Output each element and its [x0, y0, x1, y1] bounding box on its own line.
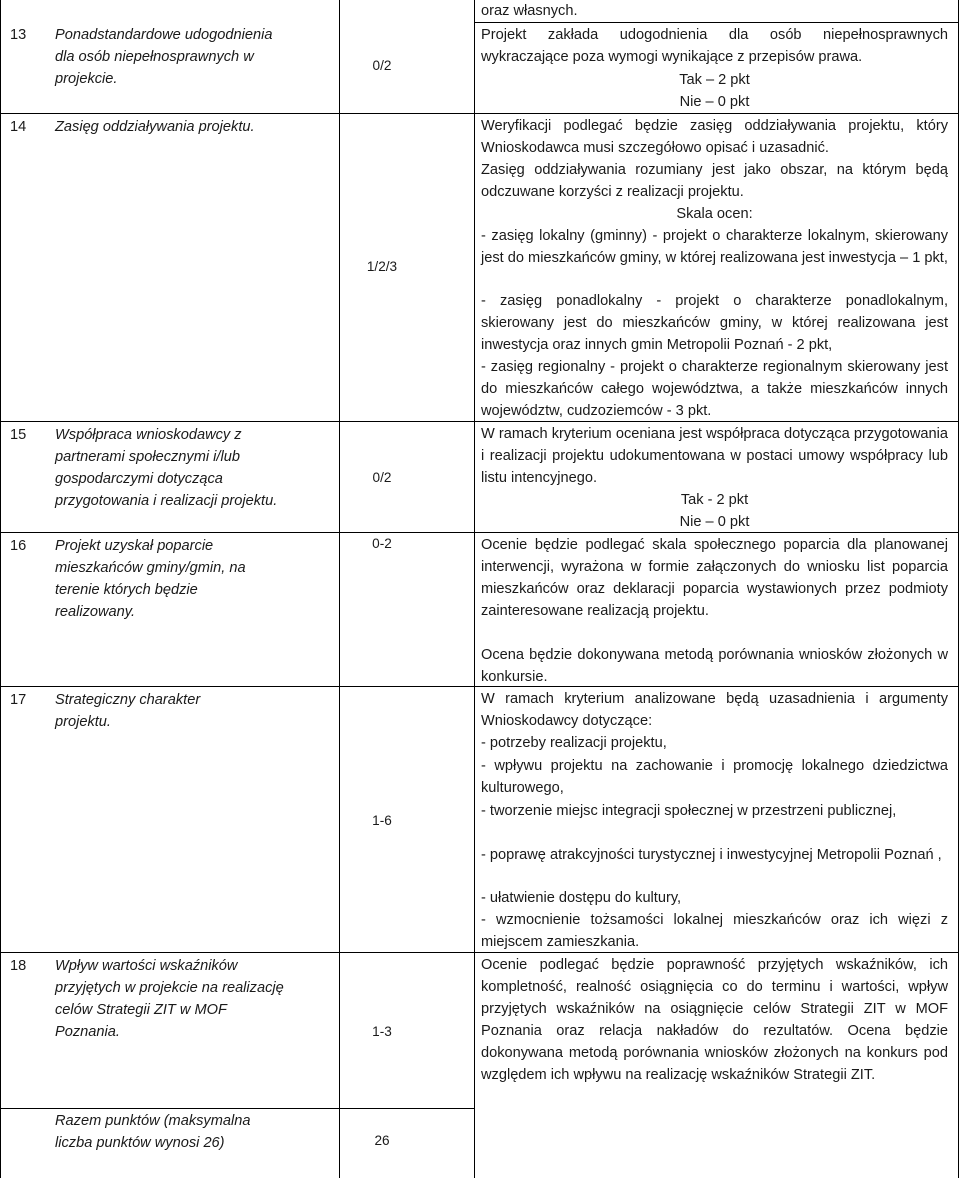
total-label: Razem punktów (maksymalna liczba punktów wynosi 26) — [55, 1113, 251, 1151]
row-13-nie-text: Nie – 0 pkt — [679, 94, 750, 110]
row-13-number: 13 — [10, 27, 27, 43]
total-score: 26 — [374, 1133, 390, 1148]
row-17-item-5: - ułatwienie dostępu do kultury, — [481, 890, 682, 906]
row-15-nie — [481, 512, 948, 534]
row-14-scale-label: Skala ocen: — [676, 206, 753, 222]
row-13-tak — [481, 70, 948, 92]
row-14-desc-local: - zasięg lokalny (gminny) - projekt o charakterze lokalnym, skierowany jest do mieszkańców gminy, w której realizowana jest inwestycja – 1 pkt, — [481, 228, 948, 266]
row-13-score: 0/2 — [372, 58, 392, 73]
row-14-score: 1/2/3 — [366, 259, 398, 274]
row-17-score: 1-6 — [372, 813, 392, 828]
row-15-criterion: Współpraca wnioskodawcy z partnerami społecznymi i/lub gospodarczymi dotycząca przygotowania i realizacji projektu. — [55, 427, 278, 509]
row-18-number: 18 — [10, 958, 27, 974]
row-16-number: 16 — [10, 538, 27, 554]
row-14-desc-2: Zasięg oddziaływania rozumiany jest jako obszar, na którym będą odczuwane korzyści z realizacji projektu. — [481, 162, 948, 200]
row-15-desc: W ramach kryterium oceniana jest współpraca dotycząca przygotowania i realizacji projektu udokumentowana w postaci umowy współpracy lub listu intencyjnego. — [481, 426, 948, 486]
row-16-score: 0-2 — [372, 536, 392, 551]
row-17-desc-intro: W ramach kryterium analizowane będą uzasadnienia i argumenty Wnioskodawcy dotyczące: — [481, 691, 948, 729]
row-17-number: 17 — [10, 692, 27, 708]
row-18-desc: Ocenie podlegać będzie poprawność przyjętych wskaźników, ich kompletność, realność osiągnięcia co do terminu i wartości, wpływ przyjętych wskaźników na osiągnięcie celów Strategii ZIT w MOF Poznania oraz relacja nakładów do rezultatów. Ocena będzie dokonywana metodą porównania wniosków złożonych na konkurs pod względem ich wpływu na realizację wskaźników Strategii ZIT. — [481, 957, 948, 1083]
row-13-criterion: Ponadstandardowe udogodnienia dla osób niepełnosprawnych w projekcie. — [55, 27, 273, 87]
table-border-left — [0, 0, 1, 1178]
row-18-score: 1-3 — [372, 1024, 392, 1039]
table-border-right — [958, 0, 959, 1178]
row-17-item-6: - wzmocnienie tożsamości lokalnej mieszkańców oraz ich więzi z miejscem zamieszkania. — [481, 912, 948, 950]
row-15-tak-text: Tak - 2 pkt — [680, 492, 749, 508]
row-14-desc-supralocal: - zasięg ponadlokalny - projekt o charakterze ponadlokalnym, skierowany jest do mieszkańców gminy, w której realizowana jest inwestycja oraz innych gmin Metropolii Poznań - 2 pkt, — [481, 293, 948, 353]
row-17-item-3: - tworzenie miejsc integracji społecznej w przestrzeni publicznej, — [481, 803, 897, 819]
row-17-item-2: - wpływu projektu na zachowanie i promocję lokalnego dziedzictwa kulturowego, — [481, 758, 948, 796]
row-17-item-1: - potrzeby realizacji projektu, — [481, 735, 667, 751]
row-15-tak — [481, 490, 948, 512]
column-divider-2 — [474, 0, 475, 1178]
row-15-nie-text: Nie – 0 pkt — [679, 514, 750, 530]
row-13-desc: Projekt zakłada udogodnienia dla osób niepełnosprawnych wykraczające poza wymogi wynikające z przepisów prawa. — [481, 27, 948, 65]
row-16-desc-2: Ocena będzie dokonywana metodą porównania wniosków złożonych w konkursie. — [481, 647, 948, 685]
row-15-score: 0/2 — [372, 470, 392, 485]
column-divider-1 — [339, 0, 340, 1178]
row-14-desc-regional: - zasięg regionalny - projekt o charakterze regionalnym skierowany jest do mieszkańców całego województwa, a także mieszkańców innych województw, cudzoziemców - 3 pkt. — [481, 359, 948, 419]
row-16-desc-1: Ocenie będzie podlegać skala społecznego poparcia dla planowanej interwencji, wyrażona w formie załączonych do wniosku list poparcia mieszkańców oraz deklaracji poparcia wystawionych przez podmioty zainteresowane realizacją projektu. — [481, 537, 948, 619]
row-14-criterion: Zasięg oddziaływania projektu. — [55, 119, 255, 135]
row-17-item-4: - poprawę atrakcyjności turystycznej i inwestycyjnej Metropolii Poznań , — [481, 847, 942, 863]
row-16-criterion: Projekt uzyskał poparcie mieszkańców gminy/gmin, na terenie których będzie realizowany. — [55, 538, 246, 620]
row-14-number: 14 — [10, 119, 27, 135]
row-15-number: 15 — [10, 427, 27, 443]
row-13-tak-text: Tak – 2 pkt — [679, 72, 750, 88]
row-14-desc-1: Weryfikacji podlegać będzie zasięg oddziaływania projektu, który Wnioskodawca musi szczegółowo opisać i uzasadnić. — [481, 118, 948, 156]
row-13-desc-top: oraz własnych. — [481, 3, 578, 19]
row-divider-18 — [0, 1108, 474, 1109]
row-17-criterion: Strategiczny charakter projektu. — [55, 692, 201, 730]
row-13-nie — [481, 92, 948, 114]
row-18-criterion: Wpływ wartości wskaźników przyjętych w projekcie na realizację celów Strategii ZIT w MOF Poznania. — [55, 958, 284, 1040]
